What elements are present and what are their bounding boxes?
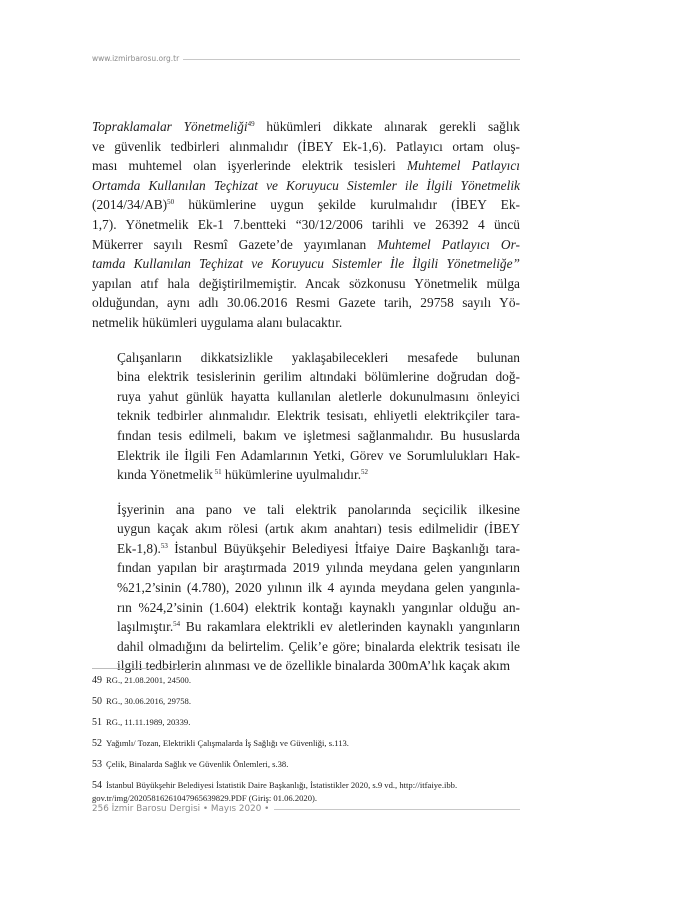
paragraph (92, 117, 520, 333)
text-run: kında Yönetmelik (117, 467, 213, 483)
italic-text: Topraklamalar Yönetmeliği (92, 119, 248, 134)
footnote-separator (92, 668, 197, 669)
text-line (92, 274, 520, 294)
text-run: 1,7). Yönetmelik Ek-1 7.bentteki “30/12/2006 tarihli ve 26392 4 üncü (92, 216, 520, 232)
text-run: fından yapılan bir araştırmada 2019 yılında meydana gelen yangınların (117, 560, 520, 576)
footnote-text: RG., 11.11.1989, 20339. (106, 717, 191, 727)
text-line (92, 313, 520, 333)
text-run: (2014/34/AB) (92, 197, 168, 213)
footnote (92, 674, 520, 687)
text-run: İşyerinin ana pano ve tali elektrik panolarında seçicilik ilkesine (117, 501, 520, 517)
paragraph (92, 348, 520, 485)
text-line (92, 617, 520, 637)
page-header (92, 53, 520, 67)
footnote (92, 758, 520, 771)
text-line (92, 539, 520, 559)
footnote-number: 50 (92, 696, 102, 707)
text-line (92, 137, 520, 157)
footnote-text: Çelik, Binalarda Sağlık ve Güvenlik Önlemleri, s.38. (106, 759, 289, 769)
text-line (92, 176, 520, 196)
text-run: İstanbul Büyükşehir Belediyesi İtfaiye Daire Başkanlığı tara- (167, 540, 520, 556)
text-run: ilgili tedbirlerin alınması ve de özellikle binalarda 300mA’lık kaçak akım (117, 658, 511, 674)
footnote (92, 737, 520, 750)
text-line (92, 367, 520, 387)
text-run: %21,2’sinin (4.780), 2020 yılının ilk 4 ayında meydana gelen yangınla- (117, 580, 520, 596)
text-run: Çalışanların dikkatsizlikle yaklaşabilecekleri mesafede bulunan (117, 349, 520, 365)
text-line (92, 387, 520, 407)
text-run: ve güvenlik tedbirleri alınmalıdır (İBEY Ek-1,6). Patlayıcı ortam oluş- (92, 138, 520, 154)
text-line (92, 500, 520, 520)
footnote-text: RG., 30.06.2016, 29758. (106, 696, 191, 706)
header-url: www.izmirbarosu.org.tr (92, 53, 183, 65)
text-run: Ek-1,8). (117, 540, 161, 556)
footnote-text: İstanbul Büyükşehir Belediyesi İstatistik Daire Başkanlığı, İstatistikler 2020, s.9 vd., http://itfaiye.ibb. (106, 780, 458, 790)
text-run: Elektrik ile İlgili Fen Adamlarının Yetki, Görev ve Sorumlulukları Hak- (117, 447, 520, 463)
footnote-text-continued: gov.tr/img/20205816261047965639829.PDF (Giriş: 01.06.2020). (92, 793, 318, 803)
text-run: ruya yahut günlük hayatta kullanılan aletlerle dokunulmasını önleyici (117, 388, 520, 404)
italic-text: Muhtemel Patlayıcı Or- (377, 236, 521, 252)
text-line (92, 578, 520, 598)
text-run: olduğundan, aynı adlı 30.06.2016 Resmi Gazete tarih, 29758 sayılı Yö- (92, 295, 520, 311)
text-run: bina elektrik tesislerinin gerilim altındaki bölümlerine doğrudan doğ- (117, 369, 520, 385)
text-line (92, 637, 520, 657)
footnote (92, 695, 520, 708)
footnote (92, 716, 520, 729)
text-run: teknik tedbirler alınmalıdır. Elektrik tesisatı, ehliyetli elektrikçiler tara- (117, 408, 520, 424)
page-footer (92, 803, 520, 817)
text-line (92, 348, 520, 368)
footnote-number: 53 (92, 759, 102, 770)
footnote-number: 51 (92, 717, 102, 728)
footer-text: 256 İzmir Barosu Dergisi • Mayıs 2020 • (92, 803, 274, 815)
text-run: uygun kaçak akım rölesi (artık akım anahtarı) tesis edilmelidir (İBEY (117, 521, 520, 537)
footnote-text: RG., 21.08.2001, 24500. (106, 675, 191, 685)
footnote-number: 54 (92, 780, 102, 791)
text-line (92, 235, 520, 255)
text-line (92, 215, 520, 235)
footnote-ref: 50 (167, 198, 175, 207)
text-line (92, 156, 520, 176)
footnote-ref: 54 (173, 620, 181, 629)
body-text (92, 117, 520, 676)
text-run: Mükerrer sayılı Resmî Gazete’de yayımlanan (92, 236, 378, 252)
footnotes (92, 674, 520, 813)
text-run: ması muhtemel olan işyerlerinde elektrik tesisleri (92, 158, 407, 174)
text-line (92, 519, 520, 539)
footnote-ref: 51 (212, 468, 222, 477)
text-line (92, 558, 520, 578)
footnote-text: Yağımlı/ Tozan, Elektrikli Çalışmalarda İş Sağlığı ve Güvenliği, s.113. (106, 738, 349, 748)
text-run: hükümlerine uygun şekilde kurulmalıdır (İBEY Ek- (174, 197, 520, 213)
text-run: hükümlerine uyulmalıdır. (221, 467, 362, 483)
italic-text: Muhtemel Patlayıcı (406, 158, 520, 174)
text-line (92, 446, 520, 466)
text-run: Bu rakamlara elektrikli ev aletlerinden kaynaklı yangınların (180, 619, 520, 635)
text-line (92, 465, 520, 485)
italic-text: Ortamda Kullanılan Teçhizat ve Koruyucu Sistemler ile İlgili Yönetmelik (92, 177, 520, 193)
footnote-number: 52 (92, 738, 102, 749)
text-run: yapılan atıf hala değiştirilmemiştir. Ancak sözkonusu Yönetmelik mülga (92, 275, 520, 291)
text-run: hükümleri dikkate alınarak gerekli sağlık (254, 119, 520, 134)
text-run: fından tesis edilmeli, bakım ve işletmesi sağlanmalıdır. Bu hususlarda (117, 427, 520, 443)
footnote-number: 49 (92, 675, 102, 686)
text-run: rın %24,2’sinin (1.604) elektrik kontağı kaynaklı yangınlar olduğu an- (117, 599, 520, 615)
paragraph (92, 500, 520, 676)
text-run: laşılmıştır. (117, 619, 174, 635)
text-line (92, 406, 520, 426)
text-line (92, 254, 520, 274)
text-line (92, 426, 520, 446)
text-line (92, 195, 520, 215)
text-run: dahil olmadığını da belirtelim. Çelik’e göre; binalarda elektrik tesisatı ile (117, 638, 520, 654)
text-line (92, 117, 520, 137)
footnote-ref: 49 (247, 120, 255, 128)
text-line (92, 598, 520, 618)
footnote (92, 779, 520, 805)
italic-text: tamda Kullanılan Teçhizat ve Koruyucu Sistemler İle İlgili Yönetmeliğe” (92, 256, 520, 272)
text-line (92, 293, 520, 313)
text-run: netmelik hükümleri uygulama alanı bulacaktır. (92, 314, 343, 330)
footnote-ref: 52 (361, 468, 369, 477)
footnote-ref: 53 (160, 541, 168, 550)
